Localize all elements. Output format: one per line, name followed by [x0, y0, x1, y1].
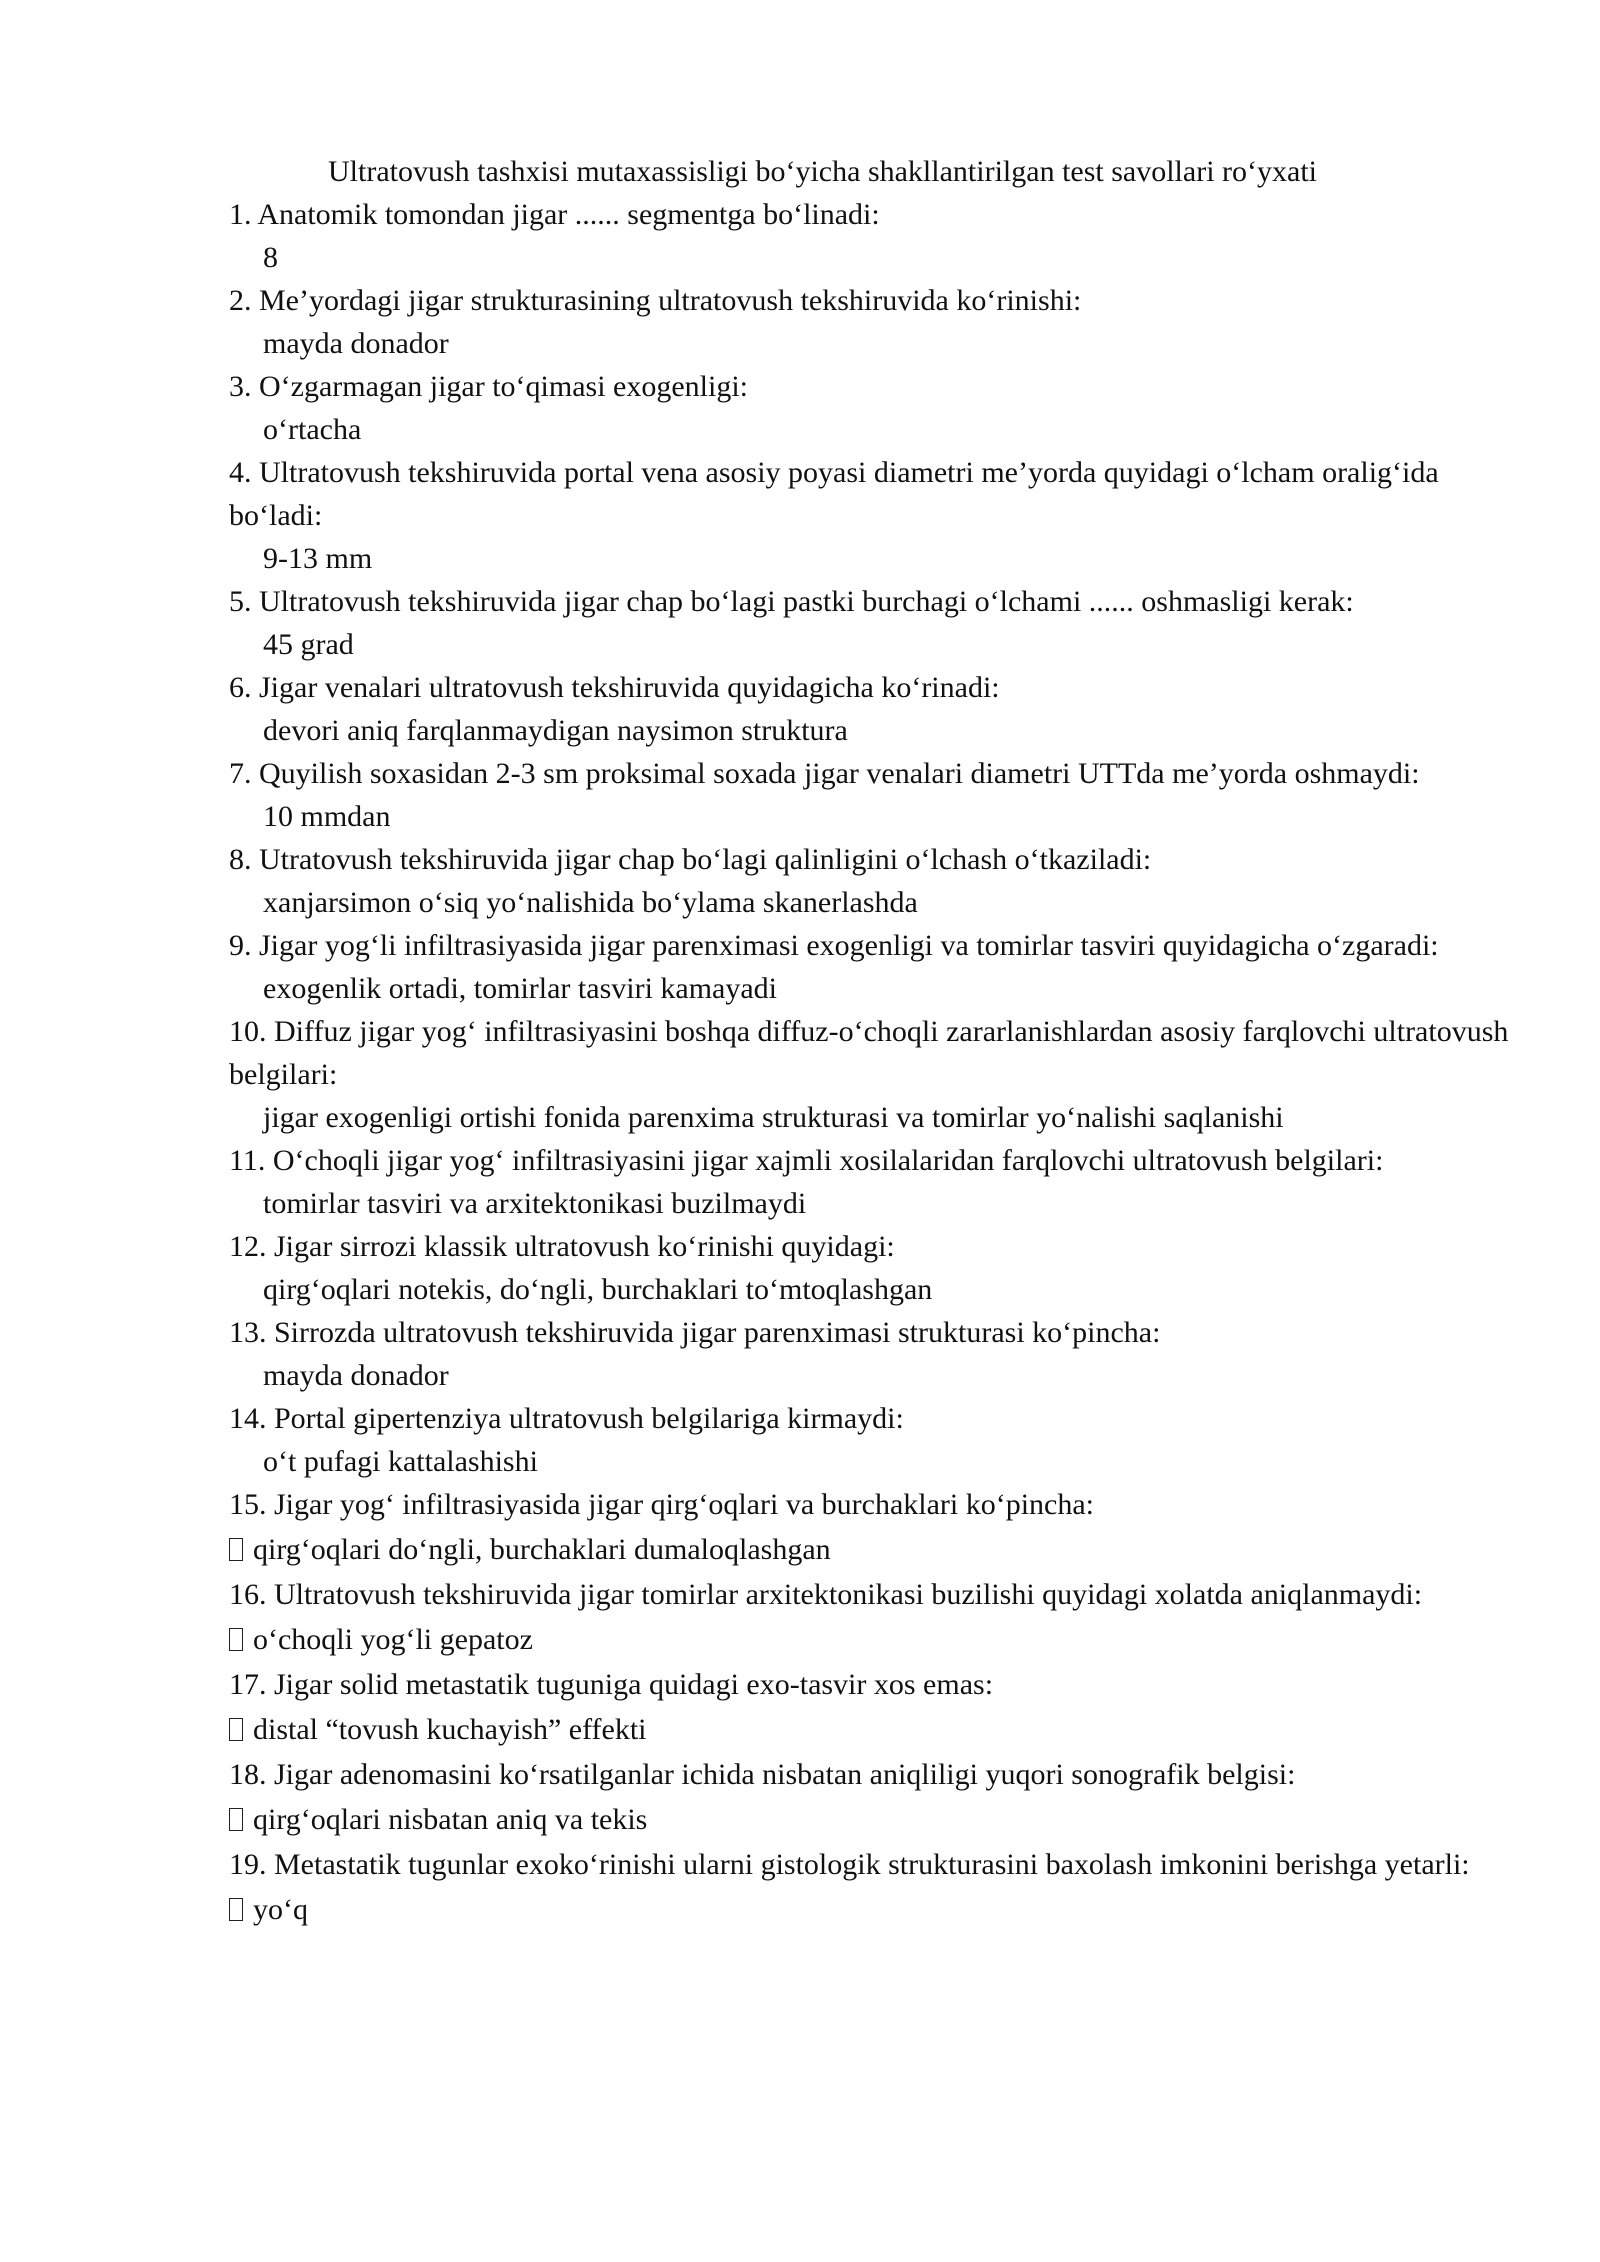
question-item: [229, 1397, 1529, 1483]
answer-row: [229, 1526, 1529, 1573]
answer-row: [229, 1706, 1529, 1753]
answer-text: devori aniq farqlanmaydigan naysimon struktura: [263, 714, 848, 747]
question-item: [229, 924, 1529, 1010]
question-text: 3. O‘zgarmagan jigar to‘qimasi exogenligi:: [229, 370, 749, 403]
question-text: 15. Jigar yog‘ infiltrasiyasida jigar qirg‘oqlari va burchaklari ko‘pincha:: [229, 1488, 1095, 1521]
answer-text: jigar exogenligi ortishi fonida parenxima strukturasi va tomirlar yo‘nalishi saqlanishi: [263, 1101, 1284, 1134]
question-text: 6. Jigar venalari ultratovush tekshiruvida quyidagicha ko‘rinadi:: [229, 671, 1000, 704]
answer-text: tomirlar tasviri va arxitektonikasi buzilmaydi: [263, 1187, 807, 1220]
checkbox-icon: [229, 1808, 243, 1831]
checkbox-icon: [229, 1898, 243, 1921]
question-item: [229, 838, 1529, 924]
question-text: 4. Ultratovush tekshiruvida portal vena asosiy poyasi diametri me’yorda quyidagi o‘lcham oralig‘ida bo‘ladi:: [229, 456, 1439, 532]
question-item: [229, 666, 1529, 752]
question-text: 13. Sirrozda ultratovush tekshiruvida jigar parenximasi strukturasi ko‘pincha:: [229, 1316, 1161, 1349]
answer-text: 10 mmdan: [263, 800, 391, 833]
question-item: [229, 1753, 1529, 1843]
answer-text: qirg‘oqlari nisbatan aniq va tekis: [253, 1803, 648, 1836]
document-title: Ultratovush tashxisi mutaxassisligi bo‘yicha shakllantirilgan test savollari ro‘yxati: [328, 155, 1317, 188]
answer-text: distal “tovush kuchayish” effekti: [253, 1713, 647, 1746]
checkbox-icon: [229, 1538, 243, 1561]
answer-text: qirg‘oqlari notekis, do‘ngli, burchaklari to‘mtoqlashgan: [263, 1273, 933, 1306]
question-item: [229, 193, 1529, 279]
question-item: [229, 1139, 1529, 1225]
answer-row: [229, 1796, 1529, 1843]
question-text: 18. Jigar adenomasini ko‘rsatilganlar ichida nisbatan aniqliligi yuqori sonografik belgisi:: [229, 1758, 1296, 1791]
document-page: [229, 150, 1529, 1933]
question-text: 16. Ultratovush tekshiruvida jigar tomirlar arxitektonikasi buzilishi quyidagi xolatda aniqlanmaydi:: [229, 1578, 1423, 1611]
checkbox-icon: [229, 1628, 243, 1651]
answer-text: mayda donador: [263, 327, 449, 360]
answer-text: yo‘q: [253, 1893, 308, 1926]
question-item: [229, 580, 1529, 666]
question-text: 9. Jigar yog‘li infiltrasiyasida jigar parenximasi exogenligi va tomirlar tasviri quyidagicha o‘zgaradi:: [229, 929, 1439, 962]
question-text: 19. Metastatik tugunlar exoko‘rinishi ularni gistologik strukturasini baxolash imkonini berishga yetarli:: [229, 1848, 1470, 1881]
answer-row: [229, 1616, 1529, 1663]
question-item: [229, 365, 1529, 451]
answer-text: 9-13 mm: [263, 542, 373, 575]
answer-row: [229, 1886, 1529, 1933]
answer-text: o‘t pufagi kattalashishi: [263, 1445, 538, 1478]
answer-text: o‘rtacha: [263, 413, 362, 446]
answer-text: o‘choqli yog‘li gepatoz: [253, 1623, 533, 1656]
question-item: [229, 1311, 1529, 1397]
question-item: [229, 1573, 1529, 1663]
question-item: [229, 1225, 1529, 1311]
answer-text: mayda donador: [263, 1359, 449, 1392]
question-text: 7. Quyilish soxasidan 2-3 sm proksimal soxada jigar venalari diametri UTTda me’yorda oshmaydi:: [229, 757, 1420, 790]
answer-text: qirg‘oqlari do‘ngli, burchaklari dumaloqlashgan: [253, 1533, 831, 1566]
answer-text: 45 grad: [263, 628, 354, 661]
question-text: 2. Me’yordagi jigar strukturasining ultratovush tekshiruvida ko‘rinishi:: [229, 284, 1082, 317]
checkbox-icon: [229, 1718, 243, 1741]
question-item: [229, 1483, 1529, 1573]
question-text: 5. Ultratovush tekshiruvida jigar chap bo‘lagi pastki burchagi o‘lchami ...... oshmasligi kerak:: [229, 585, 1354, 618]
answer-text: exogenlik ortadi, tomirlar tasviri kamayadi: [263, 972, 778, 1005]
question-text: 12. Jigar sirrozi klassik ultratovush ko‘rinishi quyidagi:: [229, 1230, 895, 1263]
answer-text: xanjarsimon o‘siq yo‘nalishida bo‘ylama skanerlashda: [263, 886, 918, 919]
question-item: [229, 1663, 1529, 1753]
question-text: 1. Anatomik tomondan jigar ...... segmentga bo‘linadi:: [229, 198, 880, 231]
question-text: 11. O‘choqli jigar yog‘ infiltrasiyasini jigar xajmli xosilalaridan farqlovchi ultratovush belgilari:: [229, 1144, 1384, 1177]
question-list: [229, 193, 1529, 1933]
question-item: [229, 279, 1529, 365]
question-text: 14. Portal gipertenziya ultratovush belgilariga kirmaydi:: [229, 1402, 904, 1435]
answer-text: 8: [263, 241, 278, 274]
question-item: [229, 1010, 1529, 1139]
question-text: 17. Jigar solid metastatik tuguniga quidagi exo-tasvir xos emas:: [229, 1668, 994, 1701]
question-item: [229, 1843, 1529, 1933]
question-text: 10. Diffuz jigar yog‘ infiltrasiyasini boshqa diffuz-o‘choqli zararlanishlardan asosiy farqlovchi ultratovush belgilari:: [229, 1015, 1509, 1091]
question-item: [229, 451, 1529, 580]
question-text: 8. Utratovush tekshiruvida jigar chap bo‘lagi qalinligini o‘lchash o‘tkaziladi:: [229, 843, 1152, 876]
question-item: [229, 752, 1529, 838]
